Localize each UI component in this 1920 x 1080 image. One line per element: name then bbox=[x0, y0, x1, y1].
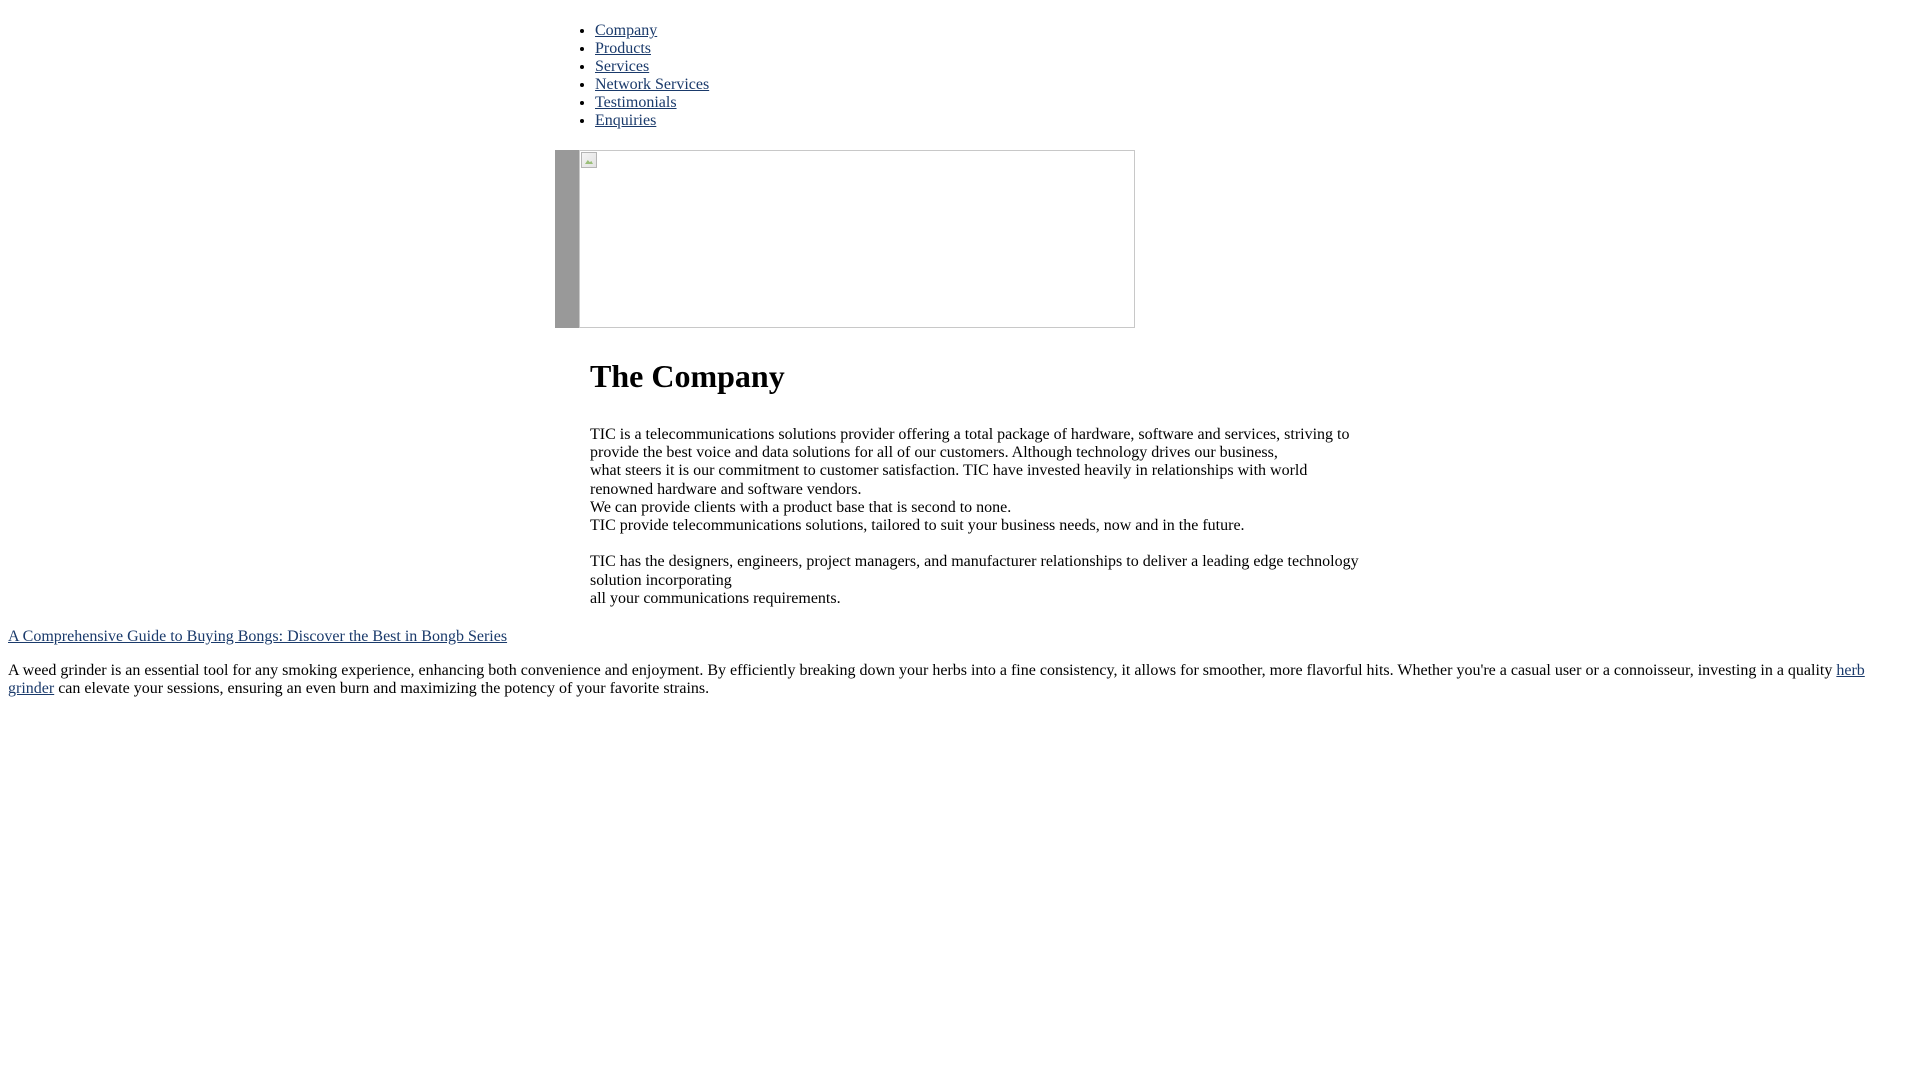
intro-line-4: renowned hardware and software vendors. bbox=[590, 480, 862, 498]
intro-line-6: TIC provide telecommunications solutions, tailored to suit your business needs, now and in the future. bbox=[590, 517, 1245, 535]
herb-grinder-link[interactable]: herb grinder bbox=[8, 662, 1865, 698]
nav-link-network-services[interactable]: Network Services bbox=[595, 76, 710, 93]
capability-line-1: TIC has the designers, engineers, project managers, and manufacturer relationships to deliver a leading edge technology bbox=[590, 553, 1359, 571]
nav-link-services[interactable]: Services bbox=[595, 58, 650, 75]
intro-line-3: what steers it is our commitment to customer satisfaction. TIC have invested heavily in relationships with world bbox=[590, 462, 1308, 480]
nav-item-network-services bbox=[595, 76, 709, 94]
intro-line-5: We can provide clients with a product base that is second to none. bbox=[590, 498, 1012, 516]
nav-item-products bbox=[595, 40, 709, 58]
nav-link-company[interactable]: Company bbox=[595, 22, 658, 39]
grinder-text-after: can elevate your sessions, ensuring an even burn and maximizing the potency of your favorite strains. bbox=[54, 680, 710, 698]
nav-link-enquiries[interactable]: Enquiries bbox=[595, 112, 657, 129]
main-nav bbox=[555, 22, 709, 130]
nav-item-testimonials bbox=[595, 94, 709, 112]
main-content bbox=[590, 356, 1380, 608]
capability-line-2: solution incorporating bbox=[590, 571, 732, 589]
banner bbox=[555, 150, 1135, 328]
banner-image-frame bbox=[579, 150, 1135, 328]
bongs-guide-link[interactable]: A Comprehensive Guide to Buying Bongs: Discover the Best in Bongb Series bbox=[8, 628, 508, 645]
nav-item-services bbox=[595, 58, 709, 76]
grinder-paragraph bbox=[8, 662, 1912, 698]
page-title: The Company bbox=[590, 358, 785, 394]
nav-link-products[interactable]: Products bbox=[595, 40, 651, 57]
nav-link-testimonials[interactable]: Testimonials bbox=[595, 94, 677, 111]
intro-line-1: TIC is a telecommunications solutions provider offering a total package of hardware, software and services, striving to bbox=[590, 426, 1350, 443]
nav-item-company bbox=[595, 22, 709, 40]
paragraph-gap bbox=[590, 535, 1380, 553]
capability-line-3: all your communications requirements. bbox=[590, 589, 841, 607]
grinder-text-before: A weed grinder is an essential tool for any smoking experience, enhancing both convenience and enjoyment. By efficiently breaking down your herbs into a fine consistency, it allows for smoother, more flavorful hits. Whether you're a casual user or a connoisseur, investing in a quality bbox=[8, 662, 1837, 679]
intro-line-2: provide the best voice and data solutions for all of our customers. Although technology drives our business, bbox=[590, 444, 1278, 462]
broken-image-icon bbox=[581, 152, 597, 168]
nav-item-enquiries bbox=[595, 112, 709, 130]
banner-side-bar bbox=[555, 150, 579, 328]
